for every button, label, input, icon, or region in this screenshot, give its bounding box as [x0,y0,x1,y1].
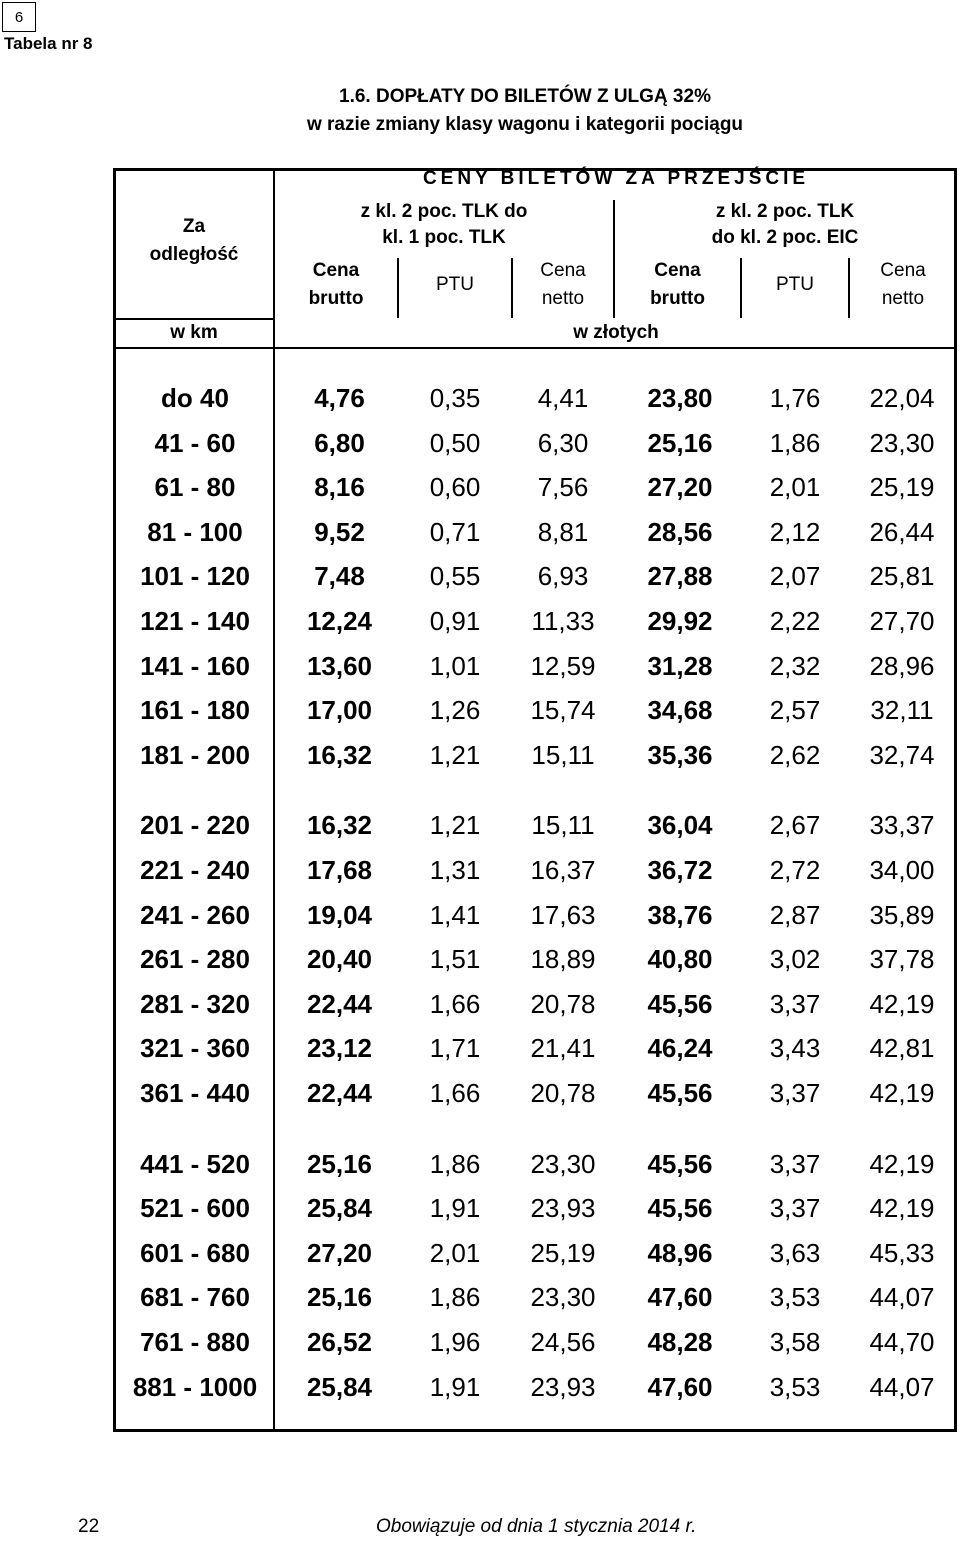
cell-vat-2: 2,12 [769,516,821,547]
cell-net-1: 6,30 [537,427,589,458]
cell-net-2: 32,74 [869,739,935,770]
cell-net-1: 17,63 [530,899,596,930]
cell-gross-2: 35,36 [647,739,713,770]
cell-distance: 161 - 180 [140,695,250,726]
cell-vat-2: 3,53 [769,1371,821,1402]
cell-vat-1: 1,91 [429,1193,481,1224]
cell-distance: 521 - 600 [140,1193,250,1224]
cell-net-2: 42,81 [869,1033,935,1064]
cell-net-1: 20,78 [530,1078,596,1108]
cell-net-2: 27,70 [869,606,935,636]
cell-vat-1: 1,51 [429,944,481,975]
cell-net-2: 23,30 [869,427,935,458]
cell-gross-1: 25,84 [306,1193,373,1224]
table-row [0,1322,960,1362]
cell-net-1: 15,74 [530,695,596,726]
cell-net-2: 42,19 [869,1148,935,1179]
cell-gross-1: 16,32 [306,810,373,841]
cell-vat-1: 1,66 [429,988,481,1019]
cell-vat-2: 2,62 [769,739,821,770]
cell-net-1: 23,93 [530,1371,596,1402]
cell-distance: 601 - 680 [140,1237,250,1268]
cell-vat-2: 2,87 [769,899,821,930]
distance-header-line1: Za [182,216,206,237]
cell-vat-2: 2,22 [769,606,821,636]
cell-distance: 81 - 100 [147,516,243,547]
cell-gross-1: 25,16 [306,1282,373,1313]
cell-gross-2: 34,68 [647,695,713,726]
table-row [0,805,960,845]
cell-net-1: 4,41 [537,383,589,413]
cell-net-1: 15,11 [531,810,595,841]
cell-distance: 681 - 760 [140,1282,250,1313]
table-label: Tabela nr 8 [4,34,93,53]
cell-gross-1: 17,68 [306,855,373,885]
cell-gross-2: 40,80 [647,944,713,975]
footer-page-number: 22 [78,1516,100,1537]
prices-title: CENY BILETÓW ZA PRZEJŚCIE [422,168,810,189]
cell-gross-2: 38,76 [647,899,713,930]
cell-net-2: 37,78 [869,944,935,975]
table-row [0,556,960,596]
cell-gross-1: 22,44 [306,988,373,1019]
table-row [0,735,960,775]
cell-vat-1: 1,96 [429,1327,481,1357]
cell-gross-1: 16,32 [306,739,373,770]
cell-net-2: 44,07 [869,1371,935,1402]
cell-vat-1: 1,86 [429,1282,481,1313]
gross-header-1-line1: Cena [312,260,360,281]
cell-gross-2: 47,60 [647,1282,713,1313]
cell-vat-2: 2,72 [769,855,821,885]
cell-net-2: 42,19 [869,1193,935,1224]
cell-net-1: 21,41 [530,1033,596,1064]
cell-vat-2: 3,53 [769,1282,821,1313]
cell-vat-1: 0,35 [429,383,481,413]
cell-net-2: 26,44 [869,516,935,547]
currency-label: w złotych [573,322,659,343]
table-row [0,646,960,686]
cell-net-2: 22,04 [869,383,935,413]
cell-gross-2: 45,56 [647,1148,713,1179]
cell-net-2: 44,07 [869,1282,935,1313]
cell-distance: 61 - 80 [154,472,236,503]
cell-vat-1: 1,66 [429,1078,481,1108]
cell-vat-1: 1,91 [429,1371,481,1402]
table-row [0,1277,960,1317]
cell-net-2: 34,00 [869,855,935,885]
cell-gross-1: 6,80 [314,427,365,458]
cell-vat-2: 3,43 [769,1033,821,1064]
group1-line1: z kl. 2 poc. TLK do [360,201,528,222]
cell-net-1: 7,56 [537,472,589,503]
cell-distance: 41 - 60 [154,427,236,458]
cell-net-2: 42,19 [869,988,935,1019]
cell-gross-2: 45,56 [647,988,713,1019]
table-row [0,850,960,890]
cell-net-1: 23,93 [530,1193,596,1224]
net-header-1-line2: netto [541,288,585,309]
cell-gross-1: 26,52 [306,1327,373,1357]
cell-net-2: 35,89 [869,899,935,930]
page-badge: 6 [2,2,36,32]
table-row [0,984,960,1024]
cell-distance: 201 - 220 [140,810,250,841]
cell-vat-1: 1,31 [429,855,481,885]
cell-distance: 261 - 280 [140,944,250,975]
cell-distance: 441 - 520 [140,1148,250,1179]
cell-net-1: 23,30 [530,1282,596,1313]
cell-gross-1: 13,60 [306,650,373,681]
table-row [0,895,960,935]
table-row [0,378,960,418]
cell-vat-2: 1,86 [769,427,821,458]
cell-vat-2: 3,58 [769,1327,821,1357]
cell-gross-1: 8,16 [314,472,365,503]
cell-net-1: 18,89 [530,944,596,975]
cell-distance: 241 - 260 [140,899,250,930]
cell-vat-1: 1,21 [429,810,481,841]
cell-distance: 281 - 320 [140,988,250,1019]
table-row [0,601,960,641]
cell-vat-1: 0,60 [429,472,481,503]
cell-vat-1: 1,21 [429,739,481,770]
cell-vat-2: 2,67 [769,810,821,841]
cell-gross-2: 29,92 [647,606,713,636]
table-row [0,1073,960,1113]
cell-gross-1: 19,04 [306,899,373,930]
net-header-2-line2: netto [881,288,925,309]
cell-vat-1: 2,01 [429,1237,481,1268]
cell-net-2: 42,19 [869,1078,935,1108]
cell-net-2: 45,33 [869,1237,935,1268]
cell-vat-1: 0,55 [429,561,481,592]
cell-distance: 101 - 120 [140,561,250,592]
table-row [0,423,960,463]
cell-net-2: 28,96 [869,650,935,681]
cell-distance: 321 - 360 [140,1033,250,1064]
cell-gross-2: 46,24 [647,1033,713,1064]
cell-gross-1: 25,84 [306,1371,373,1402]
group2-line2: do kl. 2 poc. EIC [711,227,859,248]
table-row [0,1188,960,1228]
table-row [0,467,960,507]
cell-vat-1: 1,86 [429,1148,481,1179]
cell-gross-1: 23,12 [306,1033,373,1064]
page-title: 1.6. DOPŁATY DO BILETÓW Z ULGĄ 32% [339,86,711,107]
distance-header-line2: odległość [149,244,239,265]
cell-gross-1: 9,52 [314,516,365,547]
cell-vat-1: 1,01 [429,650,481,681]
cell-gross-1: 22,44 [306,1078,373,1108]
vat-header-2: PTU [776,274,814,295]
cell-vat-2: 2,01 [769,472,821,503]
table-row [0,512,960,552]
cell-net-1: 8,81 [537,516,589,547]
table-row [0,690,960,730]
cell-net-2: 25,81 [869,561,935,592]
cell-gross-1: 27,20 [306,1237,373,1268]
cell-gross-2: 48,96 [647,1237,713,1268]
cell-net-1: 12,59 [530,650,596,681]
cell-gross-1: 4,76 [314,383,365,413]
cell-net-2: 25,19 [869,472,935,503]
cell-gross-2: 25,16 [647,427,713,458]
cell-net-2: 44,70 [869,1327,935,1357]
cell-vat-1: 0,91 [429,606,481,636]
cell-distance: do 40 [161,383,229,413]
cell-gross-2: 27,88 [647,561,713,592]
cell-distance: 141 - 160 [140,650,250,681]
cell-net-1: 20,78 [530,988,596,1019]
cell-gross-1: 25,16 [306,1148,373,1179]
cell-vat-2: 3,37 [769,1078,821,1108]
table-row [0,939,960,979]
cell-gross-1: 17,00 [306,695,373,726]
header-bottom-rule [113,347,957,349]
table-row [0,1028,960,1068]
distance-unit: w km [170,322,218,343]
cell-vat-1: 0,50 [429,427,481,458]
gross-header-2-line1: Cena [654,260,701,281]
cell-gross-1: 20,40 [306,944,373,975]
cell-distance: 361 - 440 [140,1078,250,1108]
cell-distance: 221 - 240 [140,855,250,885]
table-row [0,1367,960,1407]
cell-net-1: 6,93 [537,561,589,592]
cell-gross-2: 23,80 [647,383,713,413]
net-header-1-line1: Cena [540,260,586,281]
cell-net-1: 23,30 [530,1148,596,1179]
vat-header-1: PTU [436,274,474,295]
cell-net-2: 33,37 [869,810,935,841]
cell-vat-2: 2,57 [769,695,821,726]
cell-vat-1: 1,41 [429,899,481,930]
cell-net-1: 16,37 [530,855,596,885]
table-row [0,1233,960,1273]
cell-distance: 761 - 880 [140,1327,250,1357]
cell-distance: 881 - 1000 [132,1371,258,1402]
cell-gross-2: 45,56 [647,1193,713,1224]
cell-gross-2: 31,28 [647,650,713,681]
cell-vat-2: 3,37 [769,1148,821,1179]
footer-note: Obowiązuje od dnia 1 stycznia 2014 r. [376,1516,697,1537]
cell-vat-1: 1,71 [429,1033,481,1064]
cell-net-2: 32,11 [870,695,934,726]
cell-vat-2: 3,63 [769,1237,821,1268]
cell-distance: 121 - 140 [140,606,250,636]
cell-gross-1: 12,24 [306,606,373,636]
net-header-2-line1: Cena [880,260,926,281]
cell-net-1: 25,19 [530,1237,596,1268]
cell-gross-2: 28,56 [647,516,713,547]
cell-vat-1: 1,26 [429,695,481,726]
cell-net-1: 24,56 [530,1327,596,1357]
cell-gross-2: 27,20 [647,472,713,503]
cell-gross-2: 47,60 [647,1371,713,1402]
cell-vat-2: 2,07 [769,561,821,592]
cell-gross-1: 7,48 [314,561,365,592]
group1-line2: kl. 1 poc. TLK [382,227,506,248]
cell-vat-2: 3,02 [769,944,821,975]
cell-gross-2: 36,72 [647,855,713,885]
cell-distance: 181 - 200 [140,739,250,770]
cell-net-1: 11,33 [531,606,595,636]
cell-vat-2: 2,32 [769,650,821,681]
cell-gross-2: 36,04 [647,810,713,841]
cell-vat-2: 3,37 [769,1193,821,1224]
cell-net-1: 15,11 [531,739,595,770]
cell-gross-2: 48,28 [647,1327,713,1357]
page-subtitle: w razie zmiany klasy wagonu i kategorii pociągu [306,114,744,135]
gross-header-1-line2: brutto [308,288,364,309]
cell-vat-1: 0,71 [429,516,481,547]
cell-gross-2: 45,56 [647,1078,713,1108]
cell-vat-2: 3,37 [769,988,821,1019]
cell-vat-2: 1,76 [769,383,821,413]
table-row [0,1144,960,1184]
group2-line1: z kl. 2 poc. TLK [715,201,855,222]
gross-header-2-line2: brutto [650,288,705,309]
